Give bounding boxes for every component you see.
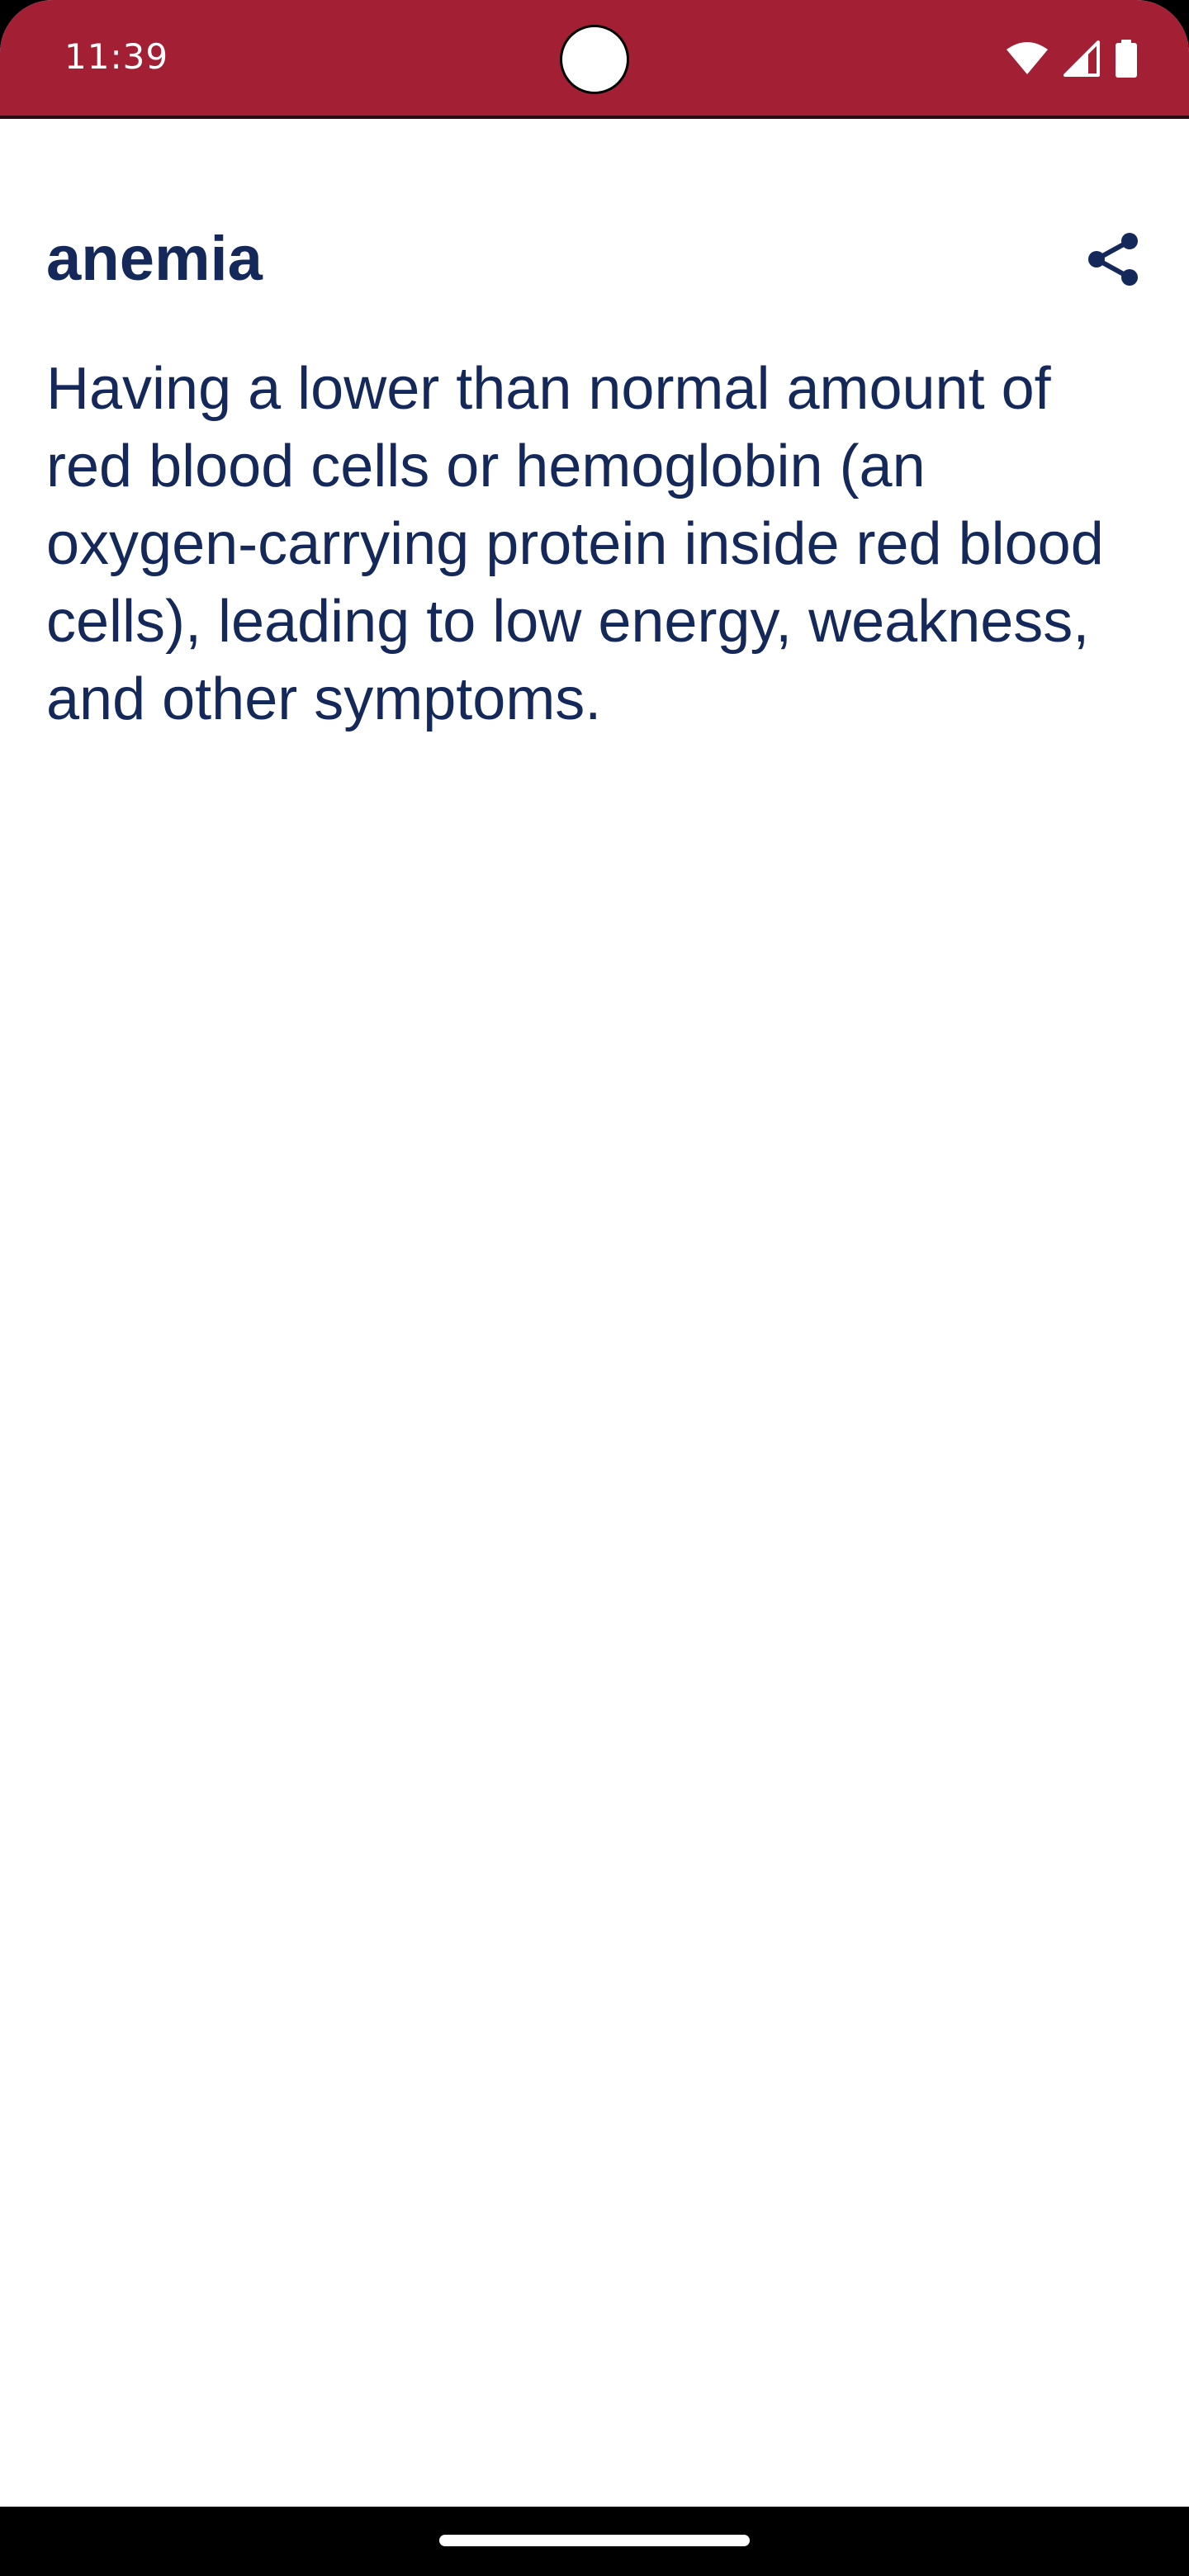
- status-bar: [0, 0, 1189, 119]
- term-header: [46, 218, 1144, 301]
- signal-icon: [1063, 40, 1100, 77]
- share-icon: [1083, 279, 1143, 291]
- navigation-bar: [0, 2507, 1189, 2576]
- status-time: 11:39: [64, 36, 169, 77]
- status-icons: [1006, 38, 1138, 79]
- term-title: anemia: [46, 224, 263, 294]
- camera-cutout: [560, 25, 629, 94]
- home-indicator[interactable]: [439, 2535, 750, 2546]
- share-button[interactable]: [1083, 230, 1143, 289]
- wifi-icon: [1006, 41, 1049, 76]
- term-definition: Having a lower than normal amount of red blood cells or hemoglobin (an oxygen-carrying protein inside red blood cells), leading to low energy, weakness, and other symptoms.: [46, 356, 1104, 732]
- battery-icon: [1115, 40, 1138, 78]
